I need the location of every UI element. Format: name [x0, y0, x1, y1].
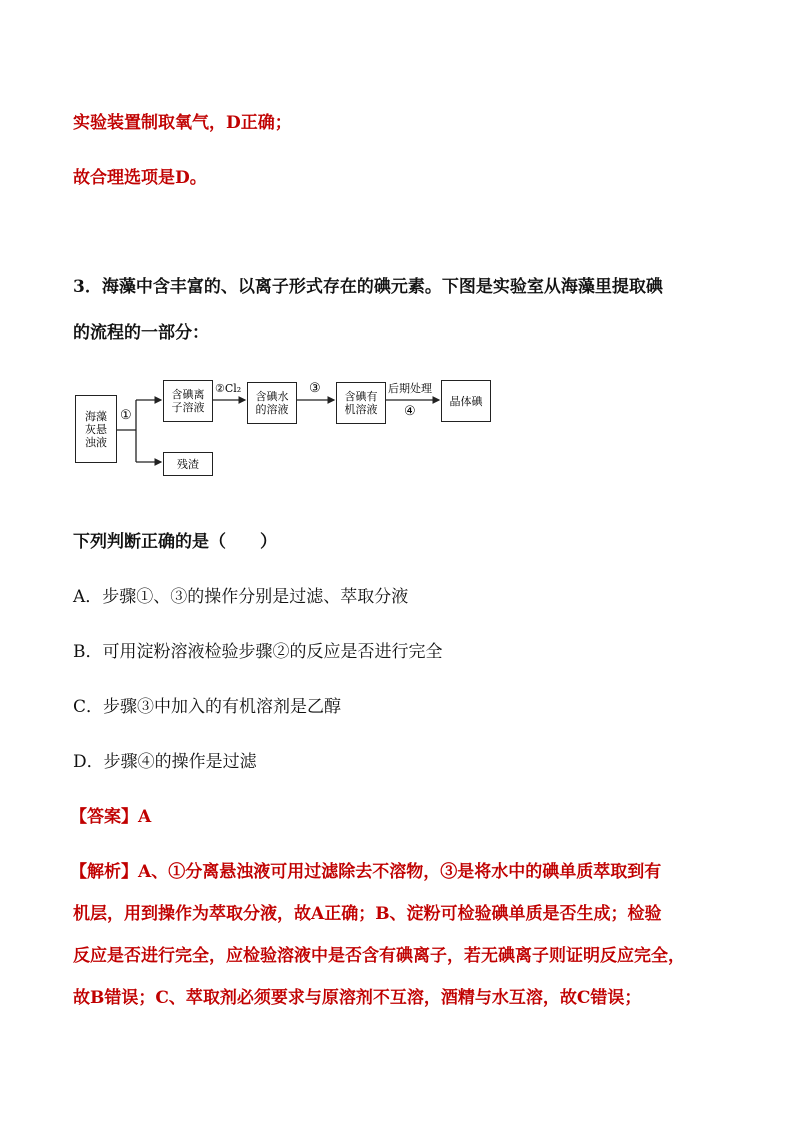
- previous-answer-line-1: 实验装置制取氧气，D正确；: [73, 113, 292, 133]
- seaweed-suspension-box: 海藻 灰悬 浊液: [75, 395, 117, 463]
- analysis-line-4: 故B错误；C、萃取剂必须要求与原溶剂不互溶，酒精与水互溶，故C错误；: [73, 988, 642, 1008]
- question-stem-line-2: 的流程的一部分：: [73, 323, 209, 343]
- question-prompt: 下列判断正确的是（ ）: [73, 532, 277, 552]
- answer-value: A: [138, 807, 152, 827]
- analysis-line-2: 机层，用到操作为萃取分液，故A正确；B、淀粉可检验碘单质是否生成；检验: [73, 904, 662, 924]
- previous-answer-line-2: 故合理选项是D。: [73, 168, 207, 188]
- analysis-text-1: A、①分离悬浊液可用过滤除去不溶物，③是将水中的碘单质萃取到有: [138, 862, 662, 882]
- answer-label: 【答案】: [70, 807, 138, 827]
- analysis-line-1: [70, 857, 661, 882]
- step-4-bottom-label: ④: [404, 404, 416, 419]
- option-b: B．可用淀粉溶液检验步骤②的反应是否进行完全: [73, 642, 443, 662]
- option-d: D．步骤④的操作是过滤: [73, 752, 257, 772]
- question-stem-line-1: 3．海藻中含丰富的、以离子形式存在的碘元素。下图是实验室从海藻里提取碘: [73, 277, 663, 297]
- iodine-organic-solution-box: 含碘有 机溶液: [336, 382, 386, 424]
- iodide-solution-box: 含碘离 子溶液: [163, 380, 213, 422]
- analysis-line-3: 反应是否进行完全，应检验溶液中是否含有碘离子，若无碘离子则证明反应完全，: [73, 946, 685, 966]
- step-3-label: ③: [309, 381, 321, 396]
- iodine-water-box: 含碘水 的溶液: [247, 382, 297, 424]
- step-1-label: ①: [120, 408, 132, 423]
- option-a: A．步骤①、③的操作分别是过滤、萃取分液: [73, 587, 409, 607]
- option-c: C．步骤③中加入的有机溶剂是乙醇: [73, 697, 342, 717]
- crystal-iodine-box: 晶体碘: [441, 380, 491, 422]
- iodine-extraction-flowchart: [73, 375, 493, 480]
- answer-line: [70, 802, 151, 827]
- step-4-top-label: 后期处理: [388, 382, 432, 395]
- step-2-label: ②Cl₂: [215, 382, 242, 395]
- analysis-label: 【解析】: [70, 862, 138, 882]
- residue-box: 残渣: [163, 452, 213, 476]
